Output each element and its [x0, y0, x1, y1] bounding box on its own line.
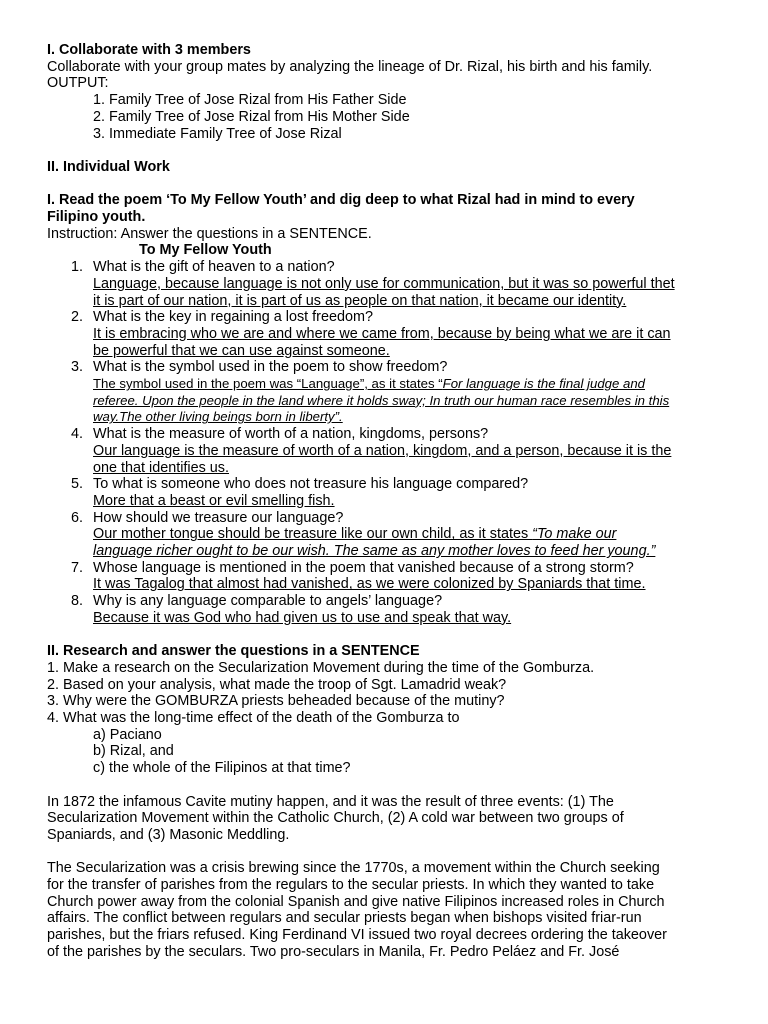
question-text: What is the key in regaining a lost freedom?: [93, 309, 373, 326]
question-text: To what is someone who does not treasure his language compared?: [93, 476, 529, 493]
question-text: How should we treasure our language?: [93, 509, 344, 526]
question-item: [47, 510, 737, 560]
instruction: Instruction: Answer the questions in a SENTENCE.: [47, 225, 372, 242]
poem-title: To My Fellow Youth: [139, 242, 272, 259]
question-item: [47, 476, 737, 509]
answer-quote: “To make our: [532, 526, 617, 543]
question-number: 2.: [71, 309, 84, 326]
answer-line: one that identifies us.: [93, 459, 230, 476]
research-item: 1. Make a research on the Secularization Movement during the time of the Gomburza.: [47, 659, 595, 676]
answer-line: [93, 526, 717, 543]
research-item: 2. Based on your analysis, what made the troop of Sgt. Lamadrid weak?: [47, 676, 507, 693]
answer-line: Language, because language is not only use for communication, but it was so powerful thet: [93, 275, 675, 292]
research-item: 4. What was the long-time effect of the death of the Gomburza to: [47, 710, 460, 727]
research-subitem: b) Rizal, and: [93, 743, 174, 760]
answer-line: It was Tagalog that almost had vanished, as we were colonized by Spaniards that time.: [93, 576, 646, 593]
answer-line: More that a beast or evil smelling fish.: [93, 492, 335, 509]
output-item: 3. Immediate Family Tree of Jose Rizal: [93, 125, 342, 142]
paragraph-line: Church power away from the colonial Spanish and give native Filipinos increased roles in Church: [47, 893, 665, 910]
research-subitem: c) the whole of the Filipinos at that time?: [93, 760, 351, 777]
paragraph-line: parishes, but the friars refused. King Ferdinand VI issued two royal decrees ordering the takeover: [47, 927, 667, 944]
task-heading-line-1: I. Read the poem ‘To My Fellow Youth’ and dig deep to what Rizal had in mind to every: [47, 192, 635, 209]
answer-plain: Our mother tongue should be treasure like our own child, as it states: [93, 526, 533, 543]
answer-line: Because it was God who had given us to use and speak that way.: [93, 609, 512, 626]
paragraph-line: In 1872 the infamous Cavite mutiny happen, and it was the result of three events: (1) The: [47, 793, 614, 810]
question-number: 6.: [71, 509, 84, 526]
paragraph-line: The Secularization was a crisis brewing since the 1770s, a movement within the Church seeking: [47, 860, 660, 877]
section-1-intro: Collaborate with your group mates by analyzing the lineage of Dr. Rizal, his birth and his family.: [47, 58, 653, 75]
answer-quote-line: way.The other living beings born in liberty”.: [93, 409, 343, 425]
question-text: Whose language is mentioned in the poem that vanished because of a strong storm?: [93, 559, 634, 576]
answer-quote: For language is the final judge and: [442, 376, 646, 392]
output-label: OUTPUT:: [47, 75, 109, 92]
paragraph-line: for the transfer of parishes from the regulars to the secular priests. In which they wanted to take: [47, 877, 655, 894]
paragraph-2: [47, 860, 737, 960]
task-heading-line-2: Filipino youth.: [47, 209, 146, 225]
answer-line: it is part of our nation, it is part of us as people on that nation, it became our identity.: [93, 292, 627, 309]
answer-plain: The symbol used in the poem was “Language”, as it states “: [93, 376, 443, 392]
output-item: 1. Family Tree of Jose Rizal from His Father Side: [93, 92, 407, 109]
question-item: [47, 560, 737, 593]
question-number: 7.: [71, 559, 84, 576]
question-number: 8.: [71, 593, 84, 610]
paragraph-line: Spaniards, and (3) Masonic Meddling.: [47, 826, 290, 843]
paragraph-1: [47, 794, 737, 844]
research-subitem: a) Paciano: [93, 726, 162, 743]
section-1-heading: I. Collaborate with 3 members: [47, 42, 251, 58]
question-item: [47, 359, 737, 426]
paragraph-line: of the parishes by the seculars. Two pro-seculars in Manila, Fr. Pedro Peláez and Fr. José: [47, 943, 620, 960]
question-number: 5.: [71, 476, 84, 493]
answer-line: Our language is the measure of worth of a nation, kingdom, and a person, because it is the: [93, 442, 672, 459]
question-number: 3.: [71, 359, 84, 376]
question-number: 4.: [71, 426, 84, 443]
paragraph-line: affairs. The conflict between regulars and secular priests began when bishops visited friar-run: [47, 910, 642, 927]
answer-line: [93, 376, 717, 393]
question-item: [47, 593, 737, 626]
question-item: [47, 426, 737, 476]
section-3-heading: II. Research and answer the questions in a SENTENCE: [47, 643, 420, 660]
answer-line: be powerful that we can use against someone.: [93, 342, 390, 359]
paragraph-line: Secularization Movement within the Catholic Church, (2) A cold war between two groups of: [47, 810, 624, 827]
document-page: [47, 42, 737, 961]
answer-line: It is embracing who we are and where we came from, because by being what we are it can: [93, 325, 671, 342]
section-2-heading: II. Individual Work: [47, 158, 170, 175]
answer-quote-line: referee. Upon the people in the land where it holds sway; In truth our human race resembles in this: [93, 392, 670, 408]
question-item: [47, 309, 737, 359]
question-text: What is the measure of worth of a nation, kingdoms, persons?: [93, 426, 489, 443]
question-number: 1.: [71, 259, 84, 276]
question-text: What is the symbol used in the poem to show freedom?: [93, 359, 448, 376]
question-text: Why is any language comparable to angels’ language?: [93, 593, 443, 610]
research-item: 3. Why were the GOMBURZA priests beheaded because of the mutiny?: [47, 693, 505, 710]
answer-quote-line: language richer ought to be our wish. The same as any mother loves to feed her young.”: [93, 543, 656, 560]
question-item: [47, 259, 737, 309]
question-text: What is the gift of heaven to a nation?: [93, 259, 335, 276]
output-item: 2. Family Tree of Jose Rizal from His Mother Side: [93, 108, 410, 125]
